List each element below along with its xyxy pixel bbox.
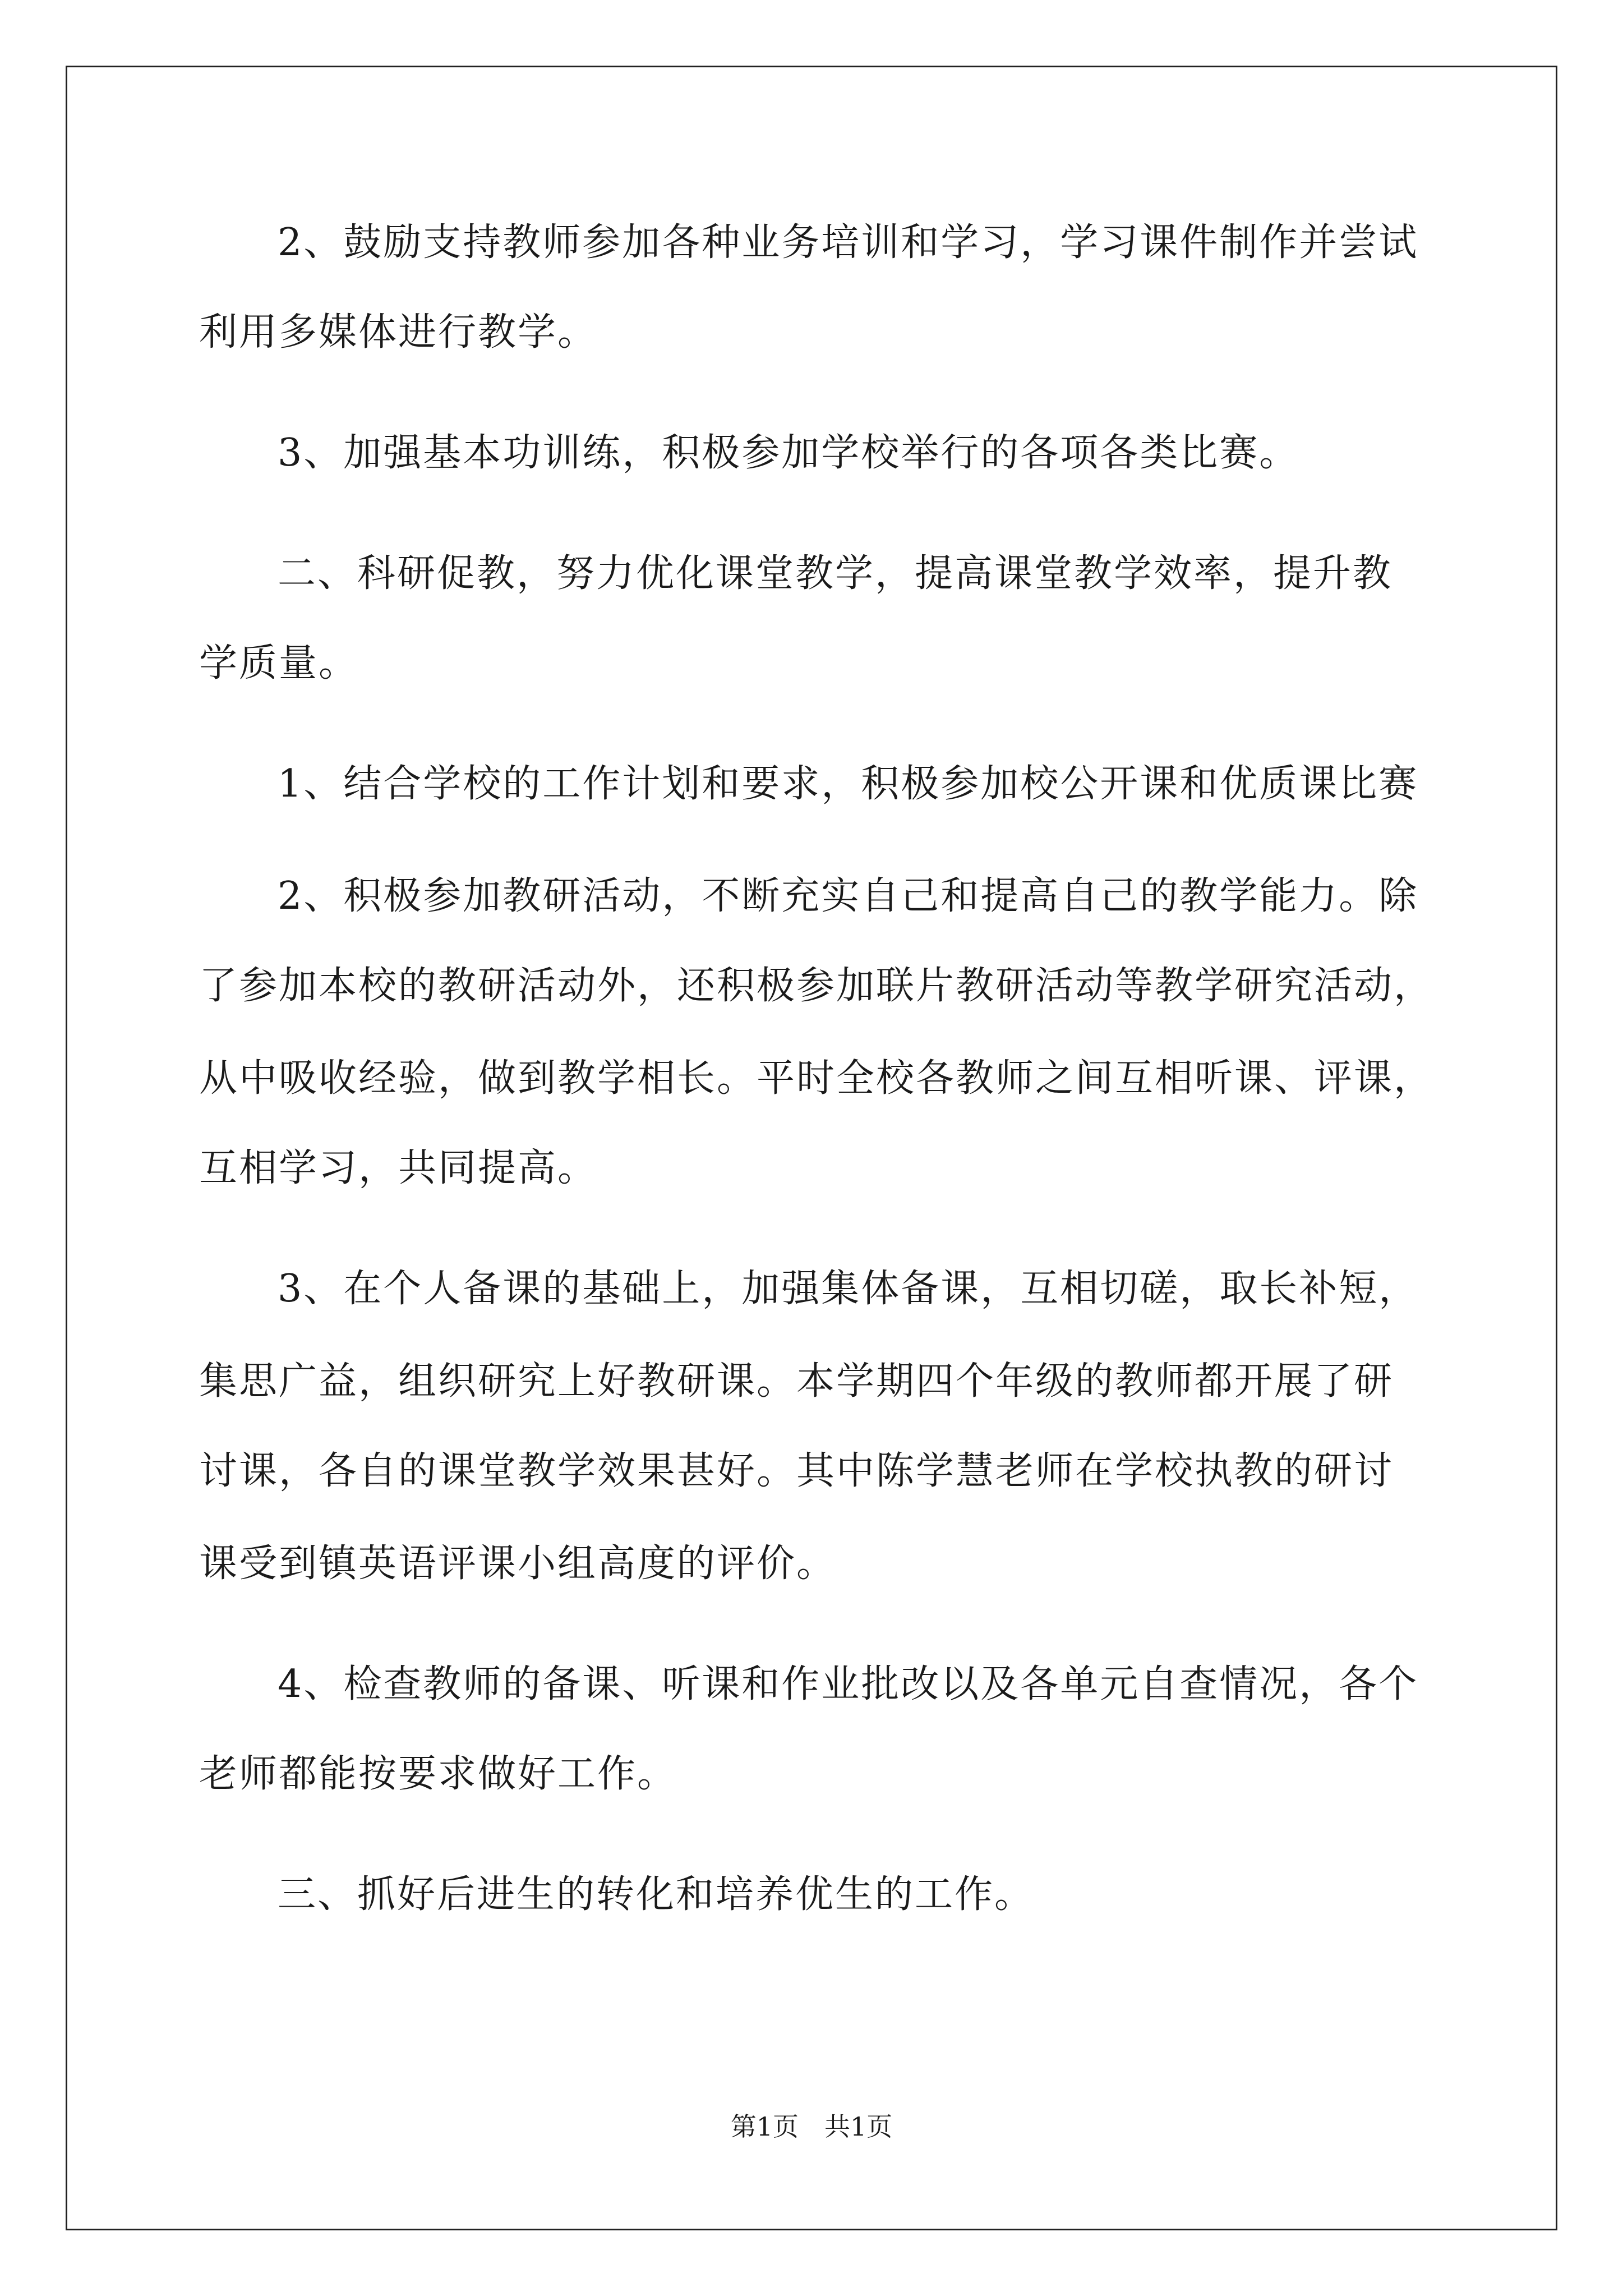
- paragraph-line: 1、结合学校的工作计划和要求，积极参加校公开课和优质课比赛: [278, 762, 1419, 806]
- paragraph-line: 3、加强基本功训练，积极参加学校举行的各项各类比赛。: [278, 431, 1299, 475]
- paragraph-line: 老师都能按要求做好工作。: [199, 1752, 677, 1796]
- section-heading-continued: 学质量。: [199, 641, 359, 685]
- paragraph-line: 2、鼓励支持教师参加各种业务培训和学习，学习课件制作并尝试: [278, 220, 1419, 265]
- paragraph-line: 利用多媒体进行教学。: [199, 310, 598, 355]
- paragraph-line: 讨课，各自的课堂教学效果甚好。其中陈学慧老师在学校执教的研讨: [199, 1449, 1394, 1493]
- paragraph-line: 了参加本校的教研活动外，还积极参加联片教研活动等教学研究活动，: [199, 964, 1434, 1008]
- section-heading: 二、科研促教，努力优化课堂教学，提高课堂教学效率，提升教: [278, 551, 1393, 596]
- paragraph-line: 课受到镇英语评课小组高度的评价。: [199, 1542, 837, 1586]
- page-number-footer: 第1页 共1页: [730, 2111, 893, 2142]
- paragraph-line: 从中吸收经验，做到教学相长。平时全校各教师之间互相听课、评课，: [199, 1056, 1434, 1101]
- paragraph-line: 4、检查教师的备课、听课和作业批改以及各单元自查情况，各个: [278, 1662, 1419, 1706]
- section-heading: 三、抓好后进生的转化和培养优生的工作。: [278, 1872, 1035, 1917]
- paragraph-line: 集思广益，组织研究上好教研课。本学期四个年级的教师都开展了研: [199, 1359, 1394, 1404]
- paragraph-line: 2、积极参加教研活动，不断充实自己和提高自己的教学能力。除: [278, 874, 1419, 918]
- paragraph-line: 互相学习，共同提高。: [199, 1146, 598, 1190]
- paragraph-line: 3、在个人备课的基础上，加强集体备课，互相切磋，取长补短，: [278, 1267, 1419, 1311]
